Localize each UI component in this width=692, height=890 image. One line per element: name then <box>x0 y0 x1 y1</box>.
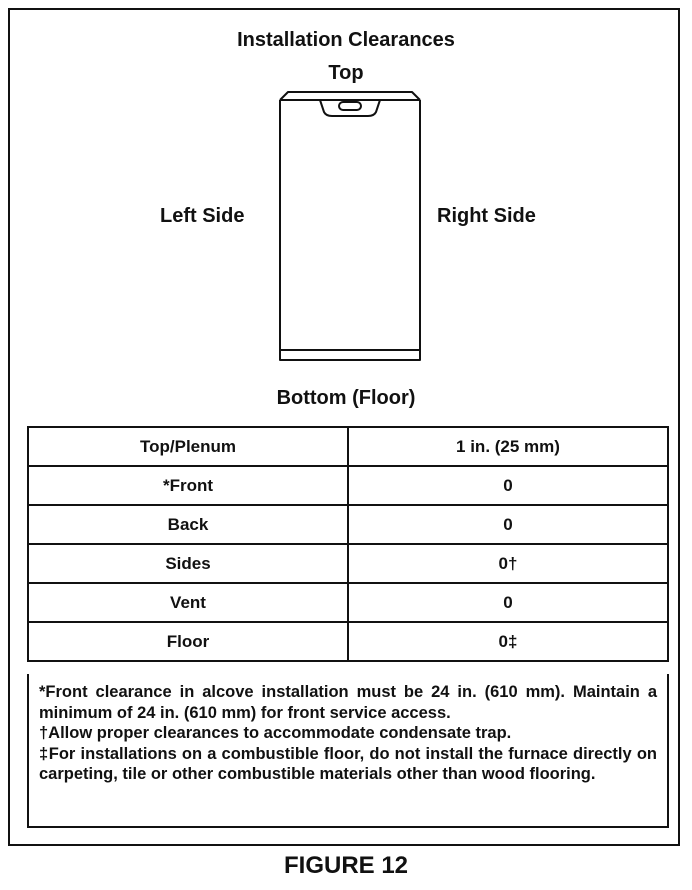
location-cell: Back <box>28 505 348 544</box>
table-row <box>28 427 668 466</box>
location-cell: Vent <box>28 583 348 622</box>
clearance-cell: 0 <box>348 466 668 505</box>
table-row <box>28 505 668 544</box>
furnace-top-view-diagram <box>276 88 424 364</box>
clearance-cell: 1 in. (25 mm) <box>348 427 668 466</box>
table-row <box>28 583 668 622</box>
location-cell: Floor <box>28 622 348 661</box>
clearance-cell: 0‡ <box>348 622 668 661</box>
label-top: Top <box>328 62 364 84</box>
table-row <box>28 622 668 661</box>
label-right-side: Right Side <box>437 205 536 227</box>
figure-label: FIGURE 12 <box>283 852 409 879</box>
table-row <box>28 544 668 583</box>
label-bottom-floor: Bottom (Floor) <box>276 387 416 409</box>
diagram-title: Installation Clearances <box>237 29 455 51</box>
location-cell: Top/Plenum <box>28 427 348 466</box>
clearance-cell: 0 <box>348 505 668 544</box>
footnote-front: *Front clearance in alcove installation must be 24 in. (610 mm). Maintain a minimum of 24 in. (610 mm) for front service access. <box>39 683 657 722</box>
clearance-cell: 0† <box>348 544 668 583</box>
location-cell: Sides <box>28 544 348 583</box>
label-left-side: Left Side <box>160 205 245 227</box>
footnote-sides: †Allow proper clearances to accommodate condensate trap. <box>39 724 512 742</box>
footnotes-box <box>27 674 669 828</box>
table-row <box>28 466 668 505</box>
clearance-cell: 0 <box>348 583 668 622</box>
footnote-floor: ‡For installations on a combustible floor, do not install the furnace directly on carpeting, tile or other combustible materials other than wood flooring. <box>39 744 657 783</box>
location-cell: *Front <box>28 466 348 505</box>
clearances-table <box>27 426 669 662</box>
